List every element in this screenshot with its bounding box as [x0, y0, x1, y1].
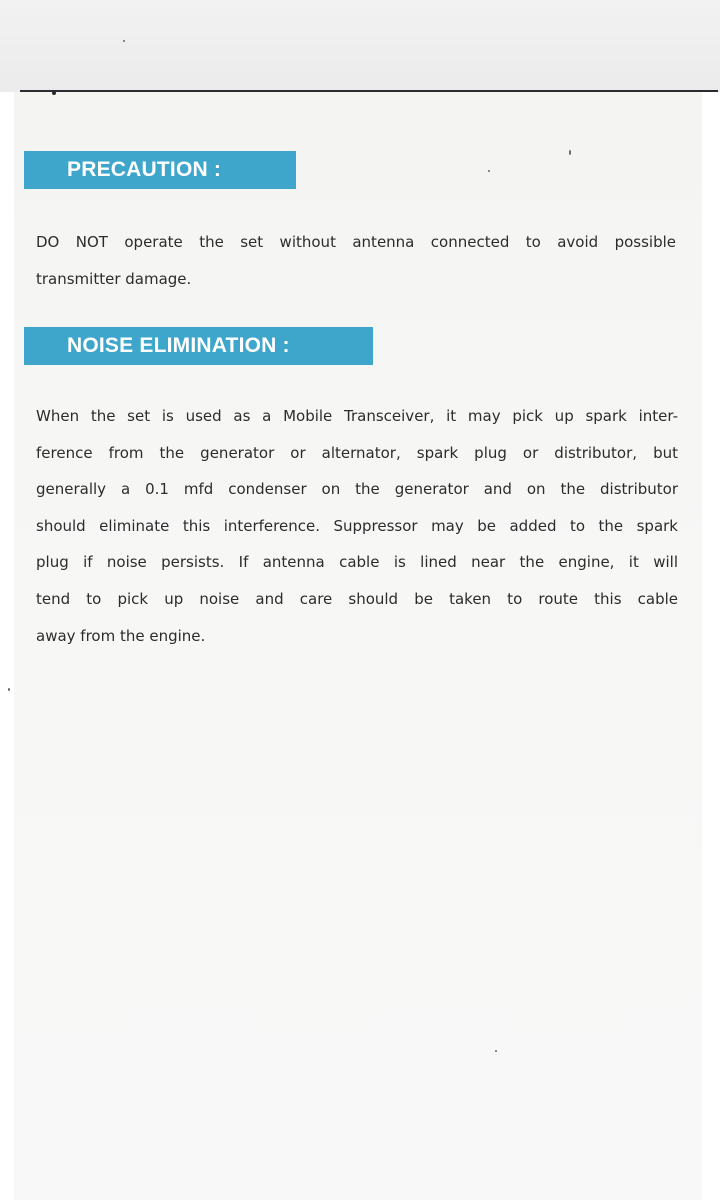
scan-speck [488, 170, 490, 172]
scan-speck [123, 40, 125, 42]
scan-speck [569, 150, 571, 155]
noise-elimination-heading: NOISE ELIMINATION : [24, 327, 373, 365]
page-right-edge [702, 92, 720, 1200]
top-rule [20, 90, 718, 92]
paragraph-line: DO NOT operate the set without antenna connected to avoid possible [36, 233, 676, 251]
noise-elimination-paragraph [36, 398, 678, 654]
paragraph-line: away from the engine. [36, 626, 206, 645]
precaution-heading: PRECAUTION : [24, 151, 296, 189]
precaution-paragraph [36, 224, 676, 297]
paragraph-line: should eliminate this interference. Suppressor may be added to the spark [36, 516, 678, 535]
paragraph-line: generally a 0.1 mfd condenser on the generator and on the distributor [36, 480, 678, 499]
rule-mark [52, 91, 56, 95]
paragraph-line: tend to pick up noise and care should be taken to route this cable [36, 589, 678, 608]
scan-speck [8, 688, 10, 691]
paragraph-line: When the set is used as a Mobile Transceiver, it may pick up spark inter- [36, 407, 678, 425]
scan-speck [495, 1050, 497, 1052]
paragraph-line: ference from the generator or alternator, spark plug or distributor, but [36, 443, 678, 462]
paragraph-line: plug if noise persists. If antenna cable is lined near the engine, it will [36, 553, 678, 572]
paragraph-line: transmitter damage. [36, 269, 192, 288]
scan-top-margin [0, 0, 720, 92]
